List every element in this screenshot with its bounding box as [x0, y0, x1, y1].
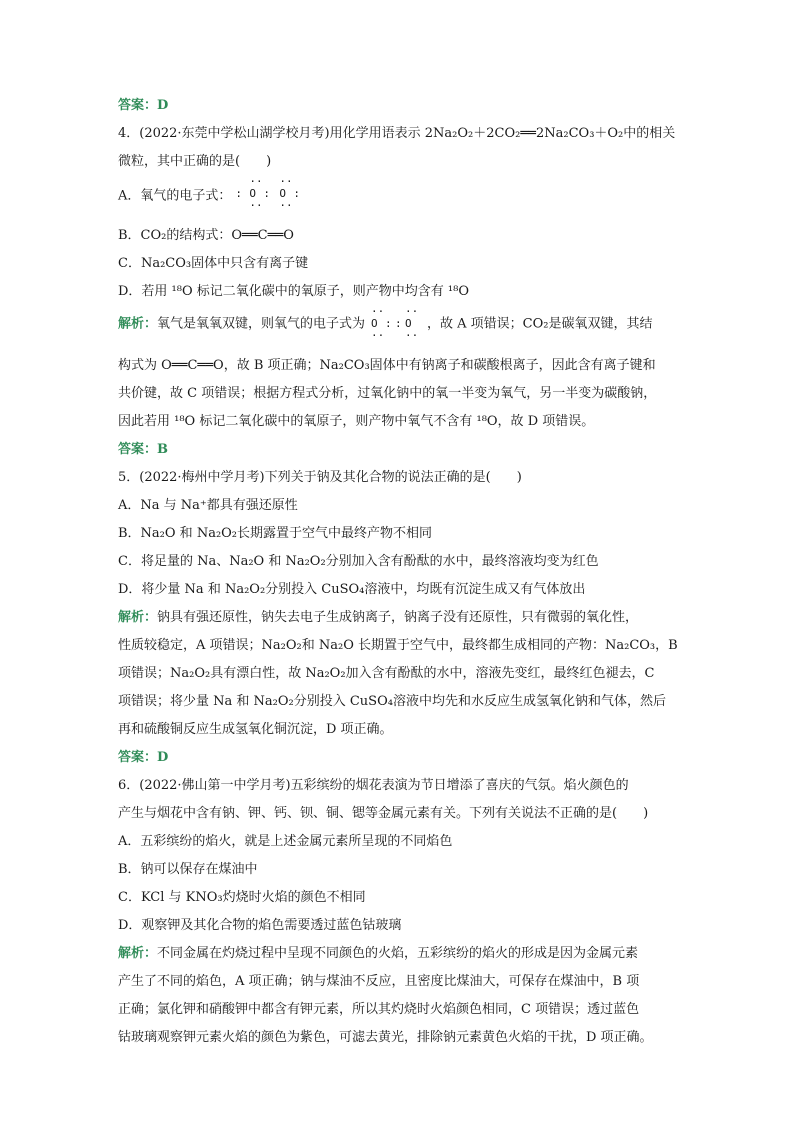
analysis-label: 解析： [118, 946, 158, 961]
q5-analysis-line3: 项错误；Na₂O₂具有漂白性，故 Na₂O₂加入含有酚酞的水中，溶液先变红，最终红色褪去，C [118, 666, 655, 681]
q5-analysis-line1: 解析：钠具有强还原性，钠失去电子生成钠离子，钠离子没有还原性，只有微弱的氧化性， [118, 610, 639, 625]
q5-option-c: C．将足量的 Na、Na₂O 和 Na₂O₂分别加入含有酚酞的水中，最终溶液均变为红色 [118, 554, 599, 569]
analysis-label: 解析： [118, 316, 158, 332]
q4-answer: 答案：B [118, 442, 168, 457]
q5-option-a: A．Na 与 Na⁺都具有强还原性 [118, 498, 298, 513]
q6-option-d: D．观察钾及其化合物的焰色需要透过蓝色钴玻璃 [118, 918, 402, 933]
q4-analysis-line2: 构式为 O══C══O，故 B 项正确；Na₂CO₃固体中有钠离子和碳酸根离子，因此含有离子键和 [118, 358, 656, 373]
q4-option-c: C．Na₂CO₃固体中只含有离子键 [118, 256, 309, 271]
document-body [118, 92, 688, 1052]
q5-option-d: D．将少量 Na 和 Na₂O₂分别投入 CuSO₄溶液中，均既有沉淀生成又有气体放出 [118, 582, 586, 597]
q4-option-a-text: A．氧气的电子式： [118, 188, 232, 204]
analysis-label: 解析： [118, 610, 158, 625]
q5-analysis-line4: 项错误；将少量 Na 和 Na₂O₂分别投入 CuSO₄溶液中均先和水反应生成氢氧化钠和气体，然后 [118, 694, 666, 709]
q4-option-a [118, 176, 688, 222]
q4-option-b: B．CO₂的结构式：O══C══O [118, 228, 294, 243]
q4-stem-line2: 微粒，其中正确的是( ) [118, 154, 272, 169]
q4-analysis-line4: 因此若用 ¹⁸O 标记二氧化碳中的氧原子，则产物中氧气不含有 ¹⁸O，故 D 项错误。 [118, 414, 595, 429]
q6-analysis-line1: 解析：不同金属在灼烧过程中呈现不同颜色的火焰，五彩缤纷的焰火的形成是因为金属元素 [118, 946, 639, 961]
q4-analysis-line1: 解析：氧气是氧氧双键，则氧气的电子式为 ·· ·· O : : O ·· ·· ，故 A 项错误；CO₂是碳氧双键，其结 [118, 305, 653, 342]
q6-analysis-line3: 正确；氯化钾和硝酸钾中都含有钾元素，所以其灼烧时火焰颜色相同，C 项错误；透过蓝色 [118, 1002, 640, 1017]
q3-answer: 答案：D [118, 98, 169, 113]
q6-analysis-line4: 钴玻璃观察钾元素火焰的颜色为紫色，可滤去黄光，排除钠元素黄色火焰的干扰，D 项正确。 [118, 1030, 653, 1045]
q5-analysis-line5: 再和硫酸铜反应生成氢氧化铜沉淀，D 项正确。 [118, 722, 393, 737]
q4-option-d: D．若用 ¹⁸O 标记二氧化碳中的氧原子，则产物中均含有 ¹⁸O [118, 284, 469, 299]
q6-stem-line1: 6．(2022·佛山第一中学月考)五彩缤纷的烟花表演为节日增添了喜庆的气氛。焰火颜色的 [118, 778, 629, 793]
o2-lewis-structure-analysis-icon: ·· ·· O : : O ·· ·· [371, 305, 419, 342]
q6-option-a: A．五彩缤纷的焰火，就是上述金属元素所呈现的不同焰色 [118, 834, 453, 849]
q5-option-b: B．Na₂O 和 Na₂O₂长期露置于空气中最终产物不相同 [118, 526, 433, 541]
q4-analysis-line3: 共价键，故 C 项错误；根据方程式分析，过氧化钠中的氧一半变为氧气，另一半变为碳酸钠， [118, 386, 657, 401]
q6-option-b: B．钠可以保存在煤油中 [118, 862, 258, 877]
q6-stem-line2: 产生与烟花中含有钠、钾、钙、钡、铜、锶等金属元素有关。下列有关说法不正确的是( ) [118, 806, 649, 821]
q4-stem-line1: 4．(2022·东莞中学松山湖学校月考)用化学用语表示 2Na₂O₂＋2CO₂══2Na₂CO₃＋O₂中的相关 [118, 126, 676, 141]
q6-analysis-line2: 产生了不同的焰色，A 项正确；钠与煤油不反应，且密度比煤油大，可保存在煤油中，B 项 [118, 974, 640, 989]
q5-stem: 5．(2022·梅州中学月考)下列关于钠及其化合物的说法正确的是( ) [118, 470, 522, 485]
q6-option-c: C．KCl 与 KNO₃灼烧时火焰的颜色不相同 [118, 890, 366, 905]
o2-lewis-structure-icon: ·· ·· : O : O : ·· ·· [235, 175, 301, 212]
q5-answer: 答案：D [118, 750, 169, 765]
q5-analysis-line2: 性质较稳定，A 项错误；Na₂O₂和 Na₂O 长期置于空气中，最终都生成相同的产物：Na₂CO₃，B [118, 638, 678, 653]
